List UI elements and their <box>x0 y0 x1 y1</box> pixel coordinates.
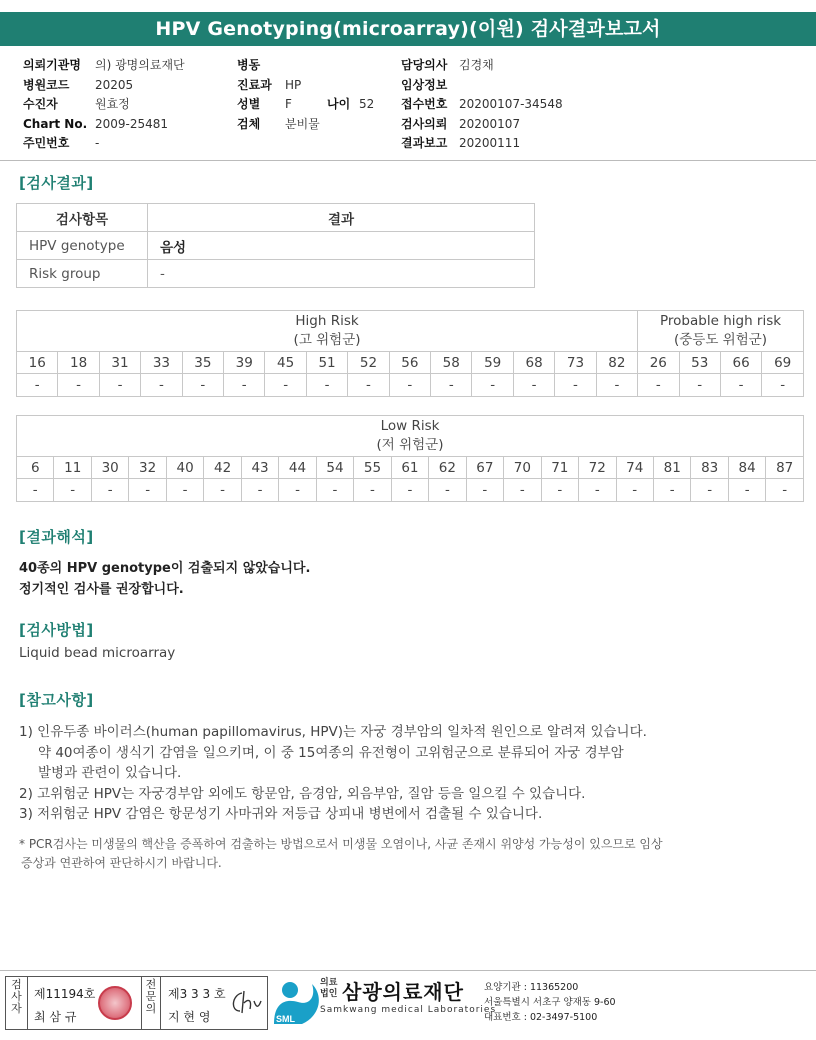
genotype-cell: 51 <box>306 352 347 374</box>
genotype-cell: 68 <box>513 352 554 374</box>
high-risk-subtitle: (고 위험군) <box>293 332 361 348</box>
genotype-cell: 6 <box>17 457 54 479</box>
info-label: Chart No. <box>23 116 88 131</box>
divider <box>0 160 816 161</box>
info-column-2 <box>237 56 374 134</box>
note-item: 1) 인유두종 바이러스(human papillomavirus, HPV)는 자궁 경부암의 일차적 원인으로 알려져 있습니다. <box>19 724 647 740</box>
signature-mark <box>228 987 264 1017</box>
genotype-cell: 67 <box>466 457 503 479</box>
table-row <box>17 260 535 288</box>
result-cell: - <box>691 479 728 502</box>
genotype-cell: 52 <box>348 352 389 374</box>
result-item: HPV genotype <box>17 232 148 260</box>
org-phone: 대표번호 : 02-3497-5100 <box>484 1012 598 1023</box>
result-cell: - <box>129 479 166 502</box>
result-cell: - <box>728 479 765 502</box>
specialist-name: 지 현 영 <box>168 1010 211 1024</box>
genotype-cell: 61 <box>391 457 428 479</box>
genotype-cell: 72 <box>579 457 616 479</box>
genotype-cell: 54 <box>316 457 353 479</box>
genotype-cell: 55 <box>354 457 391 479</box>
probable-risk-title: Probable high risk <box>660 313 782 329</box>
result-row <box>17 479 804 502</box>
result-cell: - <box>279 479 316 502</box>
info-label: 임상정보 <box>401 77 448 92</box>
result-cell: - <box>182 374 223 397</box>
low-risk-table <box>16 415 804 502</box>
result-cell: - <box>204 479 241 502</box>
result-cell: - <box>513 374 554 397</box>
info-value: 20205 <box>95 77 134 92</box>
genotype-cell: 31 <box>99 352 140 374</box>
logo-text: SML <box>276 1014 295 1024</box>
info-label: 수진자 <box>23 97 58 111</box>
info-value: 김경채 <box>459 58 494 72</box>
result-cell: - <box>679 374 720 397</box>
info-value: 20200107-34548 <box>459 97 563 111</box>
org-code: 요양기관 : 11365200 <box>484 982 579 993</box>
result-cell: - <box>616 479 653 502</box>
signature-box <box>5 976 268 1030</box>
genotype-cell: 81 <box>653 457 690 479</box>
interpretation-line: 정기적인 검사를 권장합니다. <box>19 582 184 597</box>
info-label: 성별 <box>237 97 261 111</box>
section-title-method: [검사방법] <box>19 621 94 639</box>
info-label: 검사의뢰 <box>401 116 448 131</box>
result-cell: - <box>241 479 278 502</box>
header-item: 검사항목 <box>17 204 148 232</box>
info-column-1 <box>23 56 185 154</box>
info-value: 의) 광명의료재단 <box>95 58 185 72</box>
info-value: HP <box>285 77 302 92</box>
notes-list <box>19 722 647 825</box>
info-value: - <box>95 136 100 150</box>
tester-label: 검사자 <box>6 977 28 1029</box>
result-cell: - <box>306 374 347 397</box>
info-label: 진료과 <box>237 77 272 92</box>
genotype-cell: 83 <box>691 457 728 479</box>
specialist-license: 제3 3 3 호 <box>168 987 226 1001</box>
genotype-cell: 53 <box>679 352 720 374</box>
info-label: 병원코드 <box>23 77 70 92</box>
result-cell: - <box>653 479 690 502</box>
org-address: 서울특별시 서초구 양재동 9-60 <box>484 997 616 1008</box>
org-type-label: 의료 법인 <box>320 978 338 999</box>
result-cell: - <box>504 479 541 502</box>
tester-license: 제11194호 <box>34 987 96 1001</box>
genotype-cell: 66 <box>720 352 761 374</box>
age-value: 52 <box>359 97 375 111</box>
genotype-cell: 18 <box>58 352 99 374</box>
divider <box>0 970 816 971</box>
method-text: Liquid bead microarray <box>19 645 176 661</box>
interpretation-line: 40종의 HPV genotype이 검출되지 않았습니다. <box>19 561 311 576</box>
header-result: 결과 <box>148 204 535 232</box>
note-item: 발병과 관련이 있습니다. <box>38 765 182 781</box>
result-cell: - <box>766 479 804 502</box>
genotype-row <box>17 352 804 374</box>
result-cell: - <box>58 374 99 397</box>
result-cell: - <box>541 479 578 502</box>
age-label: 나이 <box>327 97 351 111</box>
result-cell: - <box>316 479 353 502</box>
probable-risk-header <box>638 311 804 352</box>
section-title-interpretation: [결과해석] <box>19 528 94 546</box>
result-cell: - <box>555 374 596 397</box>
result-cell: - <box>265 374 306 397</box>
genotype-cell: 26 <box>638 352 679 374</box>
result-cell: - <box>354 479 391 502</box>
note-item: 약 40여종이 생식기 감염을 일으키며, 이 중 15여종의 유전형이 고위험군으로 분류되어 자궁 경부암 <box>38 744 624 761</box>
result-cell: - <box>54 479 91 502</box>
info-value: 원효정 <box>95 97 130 111</box>
info-label: 주민번호 <box>23 136 70 150</box>
result-cell: - <box>17 479 54 502</box>
genotype-cell: 59 <box>472 352 513 374</box>
genotype-cell: 42 <box>204 457 241 479</box>
result-cell: - <box>466 479 503 502</box>
genotype-cell: 39 <box>224 352 265 374</box>
genotype-cell: 11 <box>54 457 91 479</box>
genotype-cell: 69 <box>762 352 804 374</box>
high-risk-title: High Risk <box>295 313 359 329</box>
genotype-cell: 82 <box>596 352 637 374</box>
low-risk-header <box>17 416 804 457</box>
result-cell: - <box>431 374 472 397</box>
table-row <box>17 232 535 260</box>
info-label: 검체 <box>237 116 261 131</box>
info-column-3 <box>401 56 563 154</box>
genotype-cell: 32 <box>129 457 166 479</box>
high-risk-table <box>16 310 804 397</box>
org-name-en: Samkwang medical Laboratories <box>320 1005 497 1015</box>
high-risk-header <box>17 311 638 352</box>
genotype-cell: 84 <box>728 457 765 479</box>
org-info <box>484 980 616 1025</box>
specialist-label: 전문의 <box>141 977 161 1029</box>
info-value: F <box>285 97 292 111</box>
interpretation-text <box>19 558 310 600</box>
result-cell: - <box>762 374 804 397</box>
genotype-cell: 58 <box>431 352 472 374</box>
report-title: HPV Genotyping(microarray)(이원) 검사결과보고서 <box>0 12 816 46</box>
result-cell: - <box>638 374 679 397</box>
result-cell: - <box>141 374 182 397</box>
info-label: 의뢰기관명 <box>23 58 81 72</box>
genotype-cell: 30 <box>91 457 128 479</box>
result-row <box>17 374 804 397</box>
risk-header-row <box>17 311 804 352</box>
info-value: 20200107 <box>459 116 521 131</box>
tester-name: 최 삼 규 <box>34 1010 77 1024</box>
result-cell: - <box>596 374 637 397</box>
info-label: 결과보고 <box>401 136 448 150</box>
info-label: 접수번호 <box>401 97 448 111</box>
result-cell: - <box>429 479 466 502</box>
genotype-cell: 62 <box>429 457 466 479</box>
genotype-cell: 16 <box>17 352 58 374</box>
table-header-row <box>17 204 535 232</box>
genotype-cell: 74 <box>616 457 653 479</box>
genotype-cell: 33 <box>141 352 182 374</box>
section-title-notes: [참고사항] <box>19 691 94 709</box>
info-value: 분비물 <box>285 116 320 131</box>
info-value: 20200111 <box>459 136 521 150</box>
seal-stamp <box>98 986 132 1020</box>
low-risk-title: Low Risk <box>380 418 440 434</box>
genotype-cell: 70 <box>504 457 541 479</box>
genotype-cell: 87 <box>766 457 804 479</box>
info-value: 2009-25481 <box>95 116 169 131</box>
genotype-cell: 56 <box>389 352 430 374</box>
result-value: - <box>148 260 535 288</box>
note-item: 3) 저위험군 HPV 감염은 항문성기 사마귀와 저등급 상피내 병변에서 검출될 수 있습니다. <box>19 806 543 822</box>
result-value: 음성 <box>148 232 535 260</box>
patient-info <box>0 56 816 156</box>
genotype-cell: 35 <box>182 352 223 374</box>
result-cell: - <box>224 374 265 397</box>
result-cell: - <box>91 479 128 502</box>
result-table <box>16 203 535 288</box>
result-cell: - <box>472 374 513 397</box>
probable-risk-subtitle: (중등도 위험군) <box>674 332 768 348</box>
info-label: 담당의사 <box>401 58 448 72</box>
result-item: Risk group <box>17 260 148 288</box>
genotype-cell: 45 <box>265 352 306 374</box>
result-cell: - <box>166 479 203 502</box>
footnote-line: * PCR검사는 미생물의 핵산을 증폭하여 검출하는 방법으로서 미생물 오염이나, 사균 존재시 위양성 가능성이 있으므로 임상 <box>19 837 663 851</box>
genotype-cell: 73 <box>555 352 596 374</box>
genotype-row <box>17 457 804 479</box>
org-name: 삼광의료재단 <box>342 980 464 1004</box>
low-risk-subtitle: (저 위험군) <box>376 437 444 453</box>
section-title-result: [검사결과] <box>19 174 94 192</box>
result-cell: - <box>579 479 616 502</box>
result-cell: - <box>391 479 428 502</box>
info-label: 병동 <box>237 58 261 72</box>
result-cell: - <box>720 374 761 397</box>
genotype-cell: 43 <box>241 457 278 479</box>
note-item: 2) 고위험군 HPV는 자궁경부암 외에도 항문암, 음경암, 외음부암, 질암 등을 일으킬 수 있습니다. <box>19 785 586 802</box>
genotype-cell: 71 <box>541 457 578 479</box>
result-cell: - <box>17 374 58 397</box>
genotype-cell: 40 <box>166 457 203 479</box>
genotype-cell: 44 <box>279 457 316 479</box>
result-cell: - <box>389 374 430 397</box>
risk-header-row <box>17 416 804 457</box>
footnote-line: 증상과 연관하여 판단하시기 바랍니다. <box>21 856 222 870</box>
result-cell: - <box>348 374 389 397</box>
footnote <box>19 835 663 873</box>
result-cell: - <box>99 374 140 397</box>
